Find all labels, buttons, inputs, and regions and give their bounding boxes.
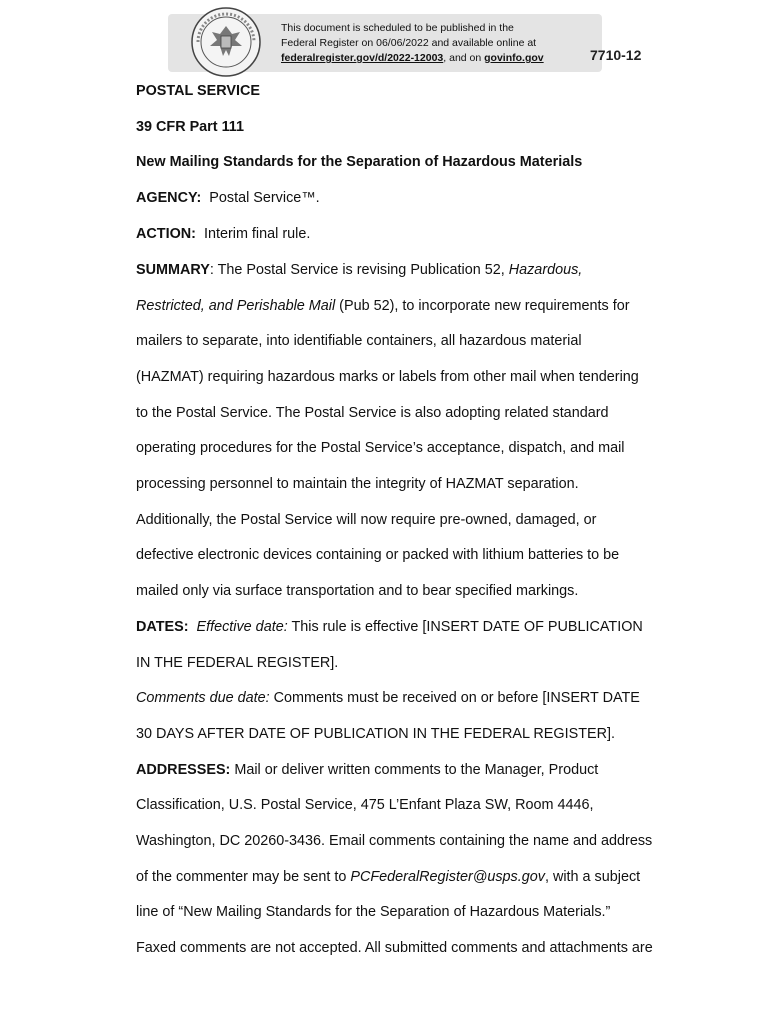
comments-due-label: Comments due date:: [136, 690, 270, 706]
summary-line-7: processing personnel to maintain the integrity of HAZMAT separation.: [136, 476, 579, 492]
publication-notice: [281, 21, 544, 66]
summary-text: (Pub 52), to incorporate new requirements for: [339, 298, 630, 314]
summary-line-9: defective electronic devices containing or packed with lithium batteries to be: [136, 547, 620, 563]
summary-line-8: Additionally, the Postal Service will now require pre-owned, damaged, or: [136, 512, 597, 528]
addresses-line-3: Washington, DC 20260-3436. Email comments containing the name and address: [136, 833, 653, 849]
summary-line-2: [136, 298, 630, 314]
agency-text: Postal Service™.: [209, 190, 320, 206]
dates-line-1: [136, 619, 643, 635]
addresses-label: ADDRESSES:: [136, 762, 231, 778]
summary-line-5: to the Postal Service. The Postal Service is also adopting related standard: [136, 405, 609, 421]
national-archives-seal-icon: [190, 6, 262, 78]
action-text: Interim final rule.: [203, 226, 311, 242]
notice-connector: , and on: [443, 52, 482, 64]
summary-label: SUMMARY: [136, 262, 210, 278]
agency-label: AGENCY:: [136, 190, 202, 206]
notice-line-1: This document is scheduled to be published in the: [281, 22, 514, 34]
summary-line-4: (HAZMAT) requiring hazardous marks or labels from other mail when tendering: [136, 369, 639, 385]
cfr-part: 39 CFR Part 111: [136, 119, 244, 135]
agency-heading: POSTAL SERVICE: [136, 83, 260, 99]
rule-title: New Mailing Standards for the Separation of Hazardous Materials: [136, 154, 583, 170]
document-number: 7710-12: [590, 47, 642, 63]
action-label: ACTION:: [136, 226, 196, 242]
addresses-line-6: Faxed comments are not accepted. All submitted comments and attachments are: [136, 940, 653, 956]
dates-label: DATES:: [136, 619, 189, 635]
summary-line-10: mailed only via surface transportation and to bear specified markings.: [136, 583, 579, 599]
summary-text: : The Postal Service is revising Publication 52,: [209, 262, 505, 278]
addresses-line-1: [136, 762, 598, 778]
summary-line-3: mailers to separate, into identifiable containers, all hazardous material: [136, 333, 582, 349]
comments-line-1: [136, 690, 640, 706]
addresses-text: of the commenter may be sent to: [136, 869, 347, 885]
pub-title-italic: Hazardous,: [508, 262, 583, 278]
email-link[interactable]: PCFederalRegister@usps.gov: [350, 869, 545, 885]
addresses-text: Mail or deliver written comments to the Manager, Product: [234, 762, 599, 778]
publication-notice-banner: [168, 14, 602, 72]
agency-line: [136, 190, 320, 206]
govinfo-link[interactable]: govinfo.gov: [484, 52, 544, 64]
comments-line-2: 30 DAYS AFTER DATE OF PUBLICATION IN THE FEDERAL REGISTER].: [136, 726, 615, 742]
summary-line-6: operating procedures for the Postal Service’s acceptance, dispatch, and mail: [136, 440, 625, 456]
pub-title-italic: Restricted, and Perishable Mail: [136, 298, 336, 314]
action-line: [136, 226, 310, 242]
addresses-line-2: Classification, U.S. Postal Service, 475 L’Enfant Plaza SW, Room 4446,: [136, 797, 594, 813]
dates-line-2: IN THE FEDERAL REGISTER].: [136, 655, 339, 671]
summary-line-1: [136, 262, 582, 278]
comments-due-text: Comments must be received on or before [INSERT DATE: [273, 690, 640, 706]
addresses-text: , with a subject: [544, 869, 641, 885]
federalregister-link[interactable]: federalregister.gov/d/2022-12003: [281, 52, 444, 64]
notice-line-3: [281, 51, 544, 66]
addresses-line-4: [136, 869, 640, 885]
effective-date-text: This rule is effective [INSERT DATE OF PUBLICATION: [291, 619, 643, 635]
addresses-line-5: line of “New Mailing Standards for the Separation of Hazardous Materials.”: [136, 904, 611, 920]
notice-line-2: Federal Register on 06/06/2022 and available online at: [281, 37, 537, 49]
effective-date-label: Effective date:: [196, 619, 288, 635]
